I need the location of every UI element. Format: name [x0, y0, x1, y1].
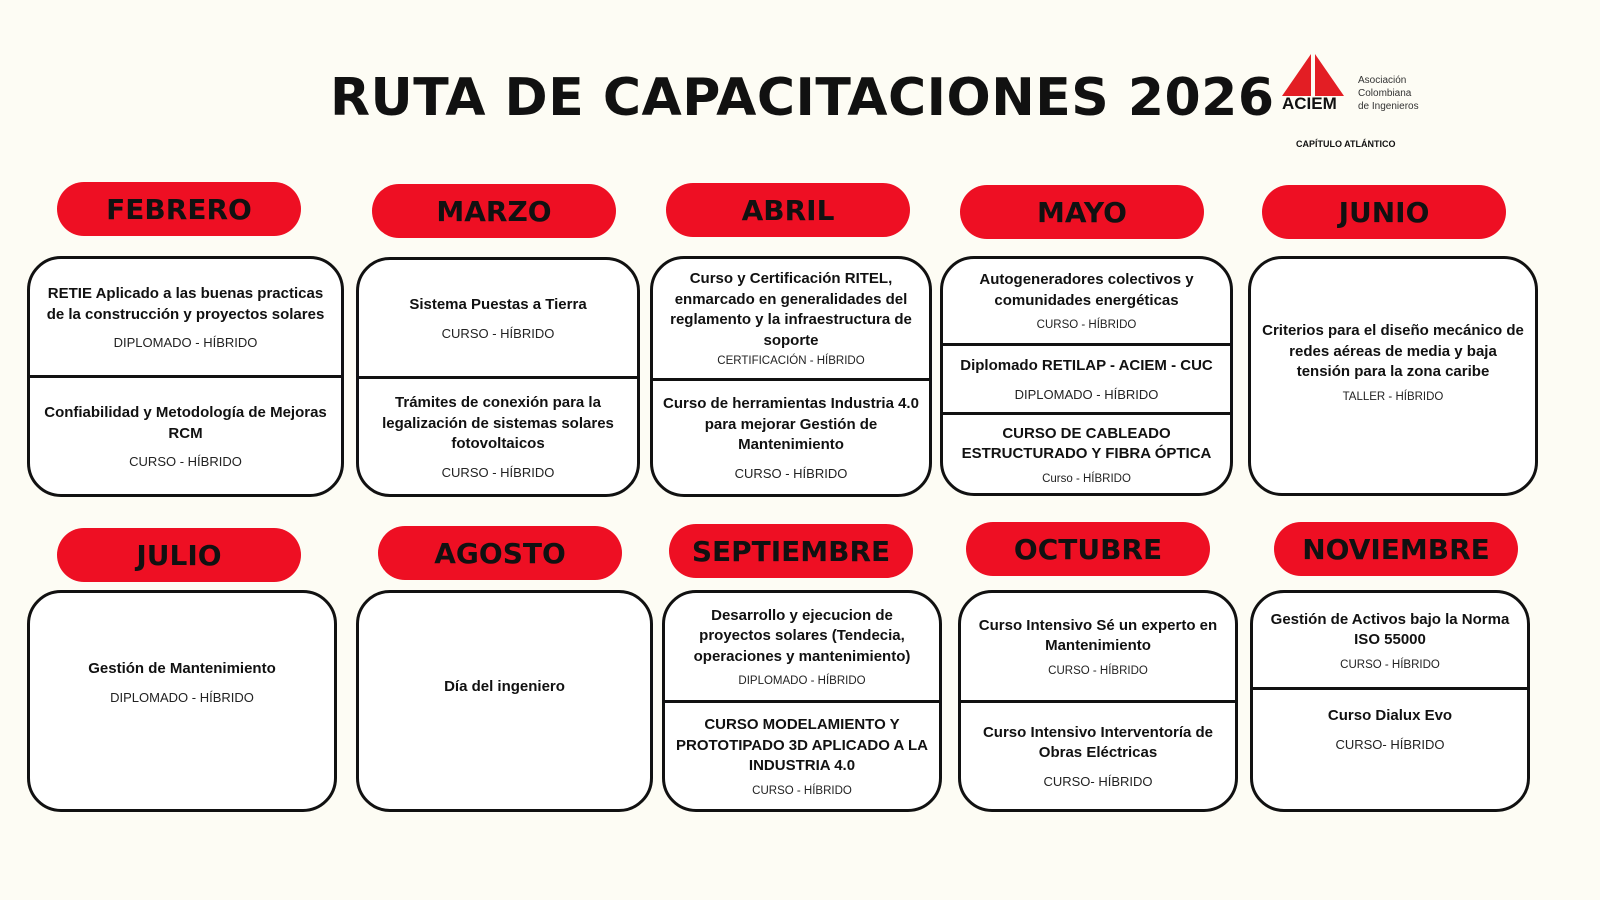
course-type: CURSO - HÍBRIDO — [129, 454, 242, 469]
course-item — [653, 259, 929, 378]
page-title: RUTA DE CAPACITACIONES 2026 — [330, 68, 1275, 128]
course-item — [961, 700, 1235, 810]
aciem-triangle-icon — [1282, 54, 1344, 96]
course-name: Gestión de Activos bajo la Norma ISO 55000 — [1270, 610, 1510, 649]
month-card-octubre — [958, 590, 1238, 812]
course-name: Confiabilidad y Metodología de Mejoras RCM — [44, 404, 327, 442]
course-type: TALLER - HÍBRIDO — [1342, 390, 1444, 403]
course-item — [359, 376, 637, 495]
course-name: Trámites de conexión para la legalización de sistemas solares fotovoltaicos — [382, 394, 614, 452]
course-name: Curso Intensivo Interventoría de Obras Eléctricas — [982, 723, 1214, 762]
course-name: CURSO MODELAMIENTO Y PROTOTIPADO 3D APLICADO A LA INDUSTRIA 4.0 — [676, 716, 928, 774]
course-type: Curso - HÍBRIDO — [1042, 472, 1131, 485]
month-label-julio: JULIO — [57, 528, 301, 582]
course-item — [359, 593, 650, 809]
course-type: CURSO - HÍBRIDO — [1340, 658, 1440, 671]
org-line-1: Asociación — [1358, 75, 1407, 86]
course-item — [961, 593, 1235, 700]
course-type: CURSO- HÍBRIDO — [1043, 773, 1153, 789]
course-name: Diplomado RETILAP - ACIEM - CUC — [960, 357, 1213, 375]
course-item — [30, 375, 341, 494]
course-item — [1253, 593, 1527, 687]
month-card-julio — [27, 590, 337, 812]
org-line-3: de Ingenieros — [1358, 101, 1419, 112]
month-card-marzo — [356, 257, 640, 497]
course-type: DIPLOMADO - HÍBRIDO — [110, 689, 254, 705]
course-name: Criterios para el diseño mecánico de redes aéreas de media y baja tensión para la zona caribe — [1262, 322, 1524, 380]
course-type: CURSO - HÍBRIDO — [752, 784, 852, 797]
course-item — [665, 593, 939, 700]
course-name: Curso y Certificación RITEL, enmarcado en generalidades del reglamento y la infraestructura de soporte — [670, 270, 912, 349]
course-type: CURSO - HÍBRIDO — [441, 464, 555, 480]
org-line-2: Colombiana — [1358, 88, 1412, 99]
course-name: Desarrollo y ejecucion de proyectos solares (Tendecia, operaciones y mantenimiento) — [693, 606, 911, 665]
month-label-febrero: FEBRERO — [57, 182, 301, 236]
course-type: CURSO- HÍBRIDO — [1335, 736, 1445, 752]
course-type: DIPLOMADO - HÍBRIDO — [113, 335, 258, 350]
course-type: CURSO - HÍBRIDO — [1036, 319, 1137, 332]
course-name: Sistema Puestas a Tierra — [409, 296, 587, 313]
course-name: Día del ingeniero — [444, 678, 565, 695]
course-item — [1253, 687, 1527, 809]
course-name: Autogeneradores colectivos y comunidades energéticas — [979, 271, 1194, 309]
logo-acronym: ACIEM — [1282, 94, 1337, 113]
course-item — [943, 259, 1230, 343]
month-card-abril — [650, 256, 932, 497]
course-name: Curso Dialux Evo — [1327, 707, 1453, 725]
course-item — [943, 343, 1230, 412]
month-card-septiembre — [662, 590, 942, 812]
course-item — [30, 593, 334, 809]
logo-org-name — [1358, 74, 1419, 113]
course-type: DIPLOMADO - HÍBRIDO — [1014, 386, 1159, 402]
course-name: Gestión de Mantenimiento — [88, 660, 276, 677]
month-label-noviembre: NOVIEMBRE — [1274, 522, 1518, 576]
month-card-mayo — [940, 256, 1233, 496]
course-item — [665, 700, 939, 810]
course-name: RETIE Aplicado a las buenas practicas de la construcción y proyectos solares — [46, 285, 325, 323]
month-label-agosto: AGOSTO — [378, 526, 622, 580]
course-item — [653, 378, 929, 494]
course-name: Curso Intensivo Sé un experto en Mantenimiento — [978, 616, 1218, 655]
aciem-logo — [1282, 54, 1432, 154]
course-item — [943, 412, 1230, 493]
course-type: CERTIFICACIÓN - HÍBRIDO — [717, 355, 865, 368]
month-label-abril: ABRIL — [666, 183, 910, 237]
month-label-junio: JUNIO — [1262, 185, 1506, 239]
course-type: CURSO - HÍBRIDO — [441, 325, 555, 341]
course-item — [30, 259, 341, 375]
month-label-octubre: OCTUBRE — [966, 522, 1210, 576]
course-name: Curso de herramientas Industria 4.0 para mejorar Gestión de Mantenimiento — [663, 395, 919, 454]
month-card-junio — [1248, 256, 1538, 496]
month-card-febrero — [27, 256, 344, 497]
month-card-noviembre — [1250, 590, 1530, 812]
logo-chapter: CAPÍTULO ATLÁNTICO — [1296, 139, 1396, 149]
month-label-septiembre: SEPTIEMBRE — [669, 524, 913, 578]
month-label-marzo: MARZO — [372, 184, 616, 238]
course-type: CURSO - HÍBRIDO — [734, 465, 848, 481]
course-name: CURSO DE CABLEADO ESTRUCTURADO Y FIBRA ÓPTICA — [961, 424, 1212, 463]
course-item — [1251, 259, 1535, 493]
course-type: DIPLOMADO - HÍBRIDO — [738, 675, 866, 687]
month-label-mayo: MAYO — [960, 185, 1204, 239]
month-card-agosto — [356, 590, 653, 812]
course-type: CURSO - HÍBRIDO — [1048, 664, 1148, 677]
course-item — [359, 260, 637, 376]
